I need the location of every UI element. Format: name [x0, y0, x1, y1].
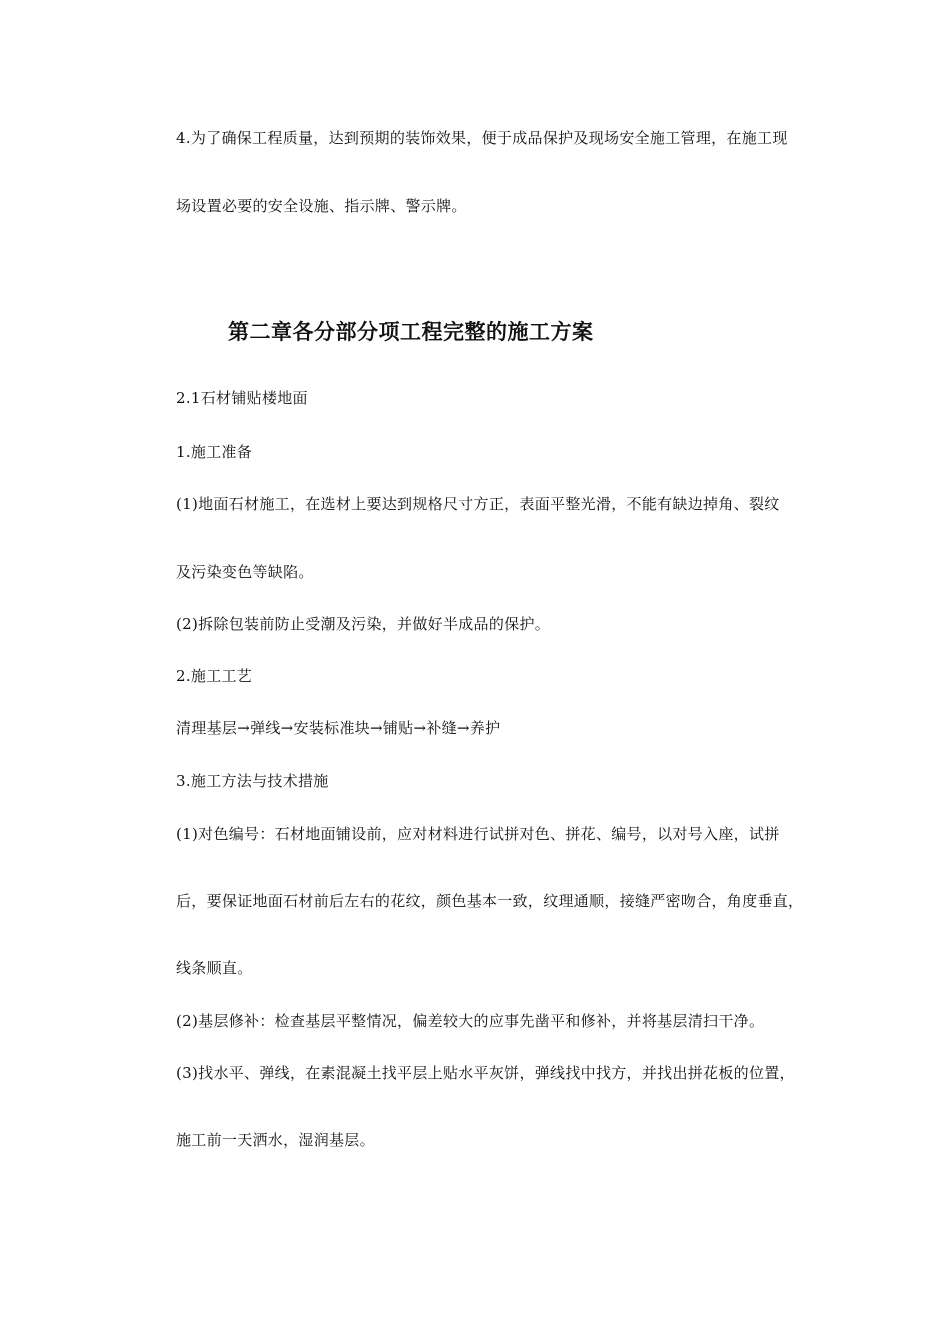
item-heading-preparation: 1.施工准备: [176, 443, 253, 461]
method-2: (2)基层修补：检查基层平整情况，偏差较大的应事先凿平和修补，并将基层清扫干净。: [176, 1012, 765, 1030]
item-heading-methods: 3.施工方法与技术措施: [176, 772, 329, 790]
method-1-line-3: 线条顺直。: [176, 959, 253, 977]
chapter-heading: 第二章各分部分项工程完整的施工方案: [228, 320, 594, 344]
prep-2: (2)拆除包装前防止受潮及污染，并做好半成品的保护。: [176, 615, 551, 633]
item-heading-process: 2.施工工艺: [176, 667, 253, 685]
process-flow: 清理基层→弹线→安装标准块→铺贴→补缝→养护: [176, 719, 501, 737]
method-1-line-2: 后，要保证地面石材前后左右的花纹，颜色基本一致，纹理通顺，接缝严密吻合，角度垂直，: [176, 892, 804, 910]
prep-1-line-2: 及污染变色等缺陷。: [176, 563, 314, 581]
paragraph-4-line-2: 场设置必要的安全设施、指示牌、警示牌。: [176, 197, 467, 215]
prep-1-line-1: (1)地面石材施工，在选材上要达到规格尺寸方正，表面平整光滑，不能有缺边掉角、裂纹: [176, 495, 780, 513]
method-3-line-1: (3)找水平、弹线，在素混凝土找平层上贴水平灰饼，弹线找中找方，并找出拼花板的位置，: [176, 1064, 795, 1082]
paragraph-4-line-1: 4.为了确保工程质量，达到预期的装饰效果，便于成品保护及现场安全施工管理，在施工现: [176, 129, 788, 147]
section-heading-2-1: 2.1石材铺贴楼地面: [176, 389, 308, 407]
method-1-line-1: (1)对色编号：石材地面铺设前，应对材料进行试拼对色、拼花、编号，以对号入座，试拼: [176, 825, 780, 843]
method-3-line-2: 施工前一天洒水，湿润基层。: [176, 1131, 375, 1149]
